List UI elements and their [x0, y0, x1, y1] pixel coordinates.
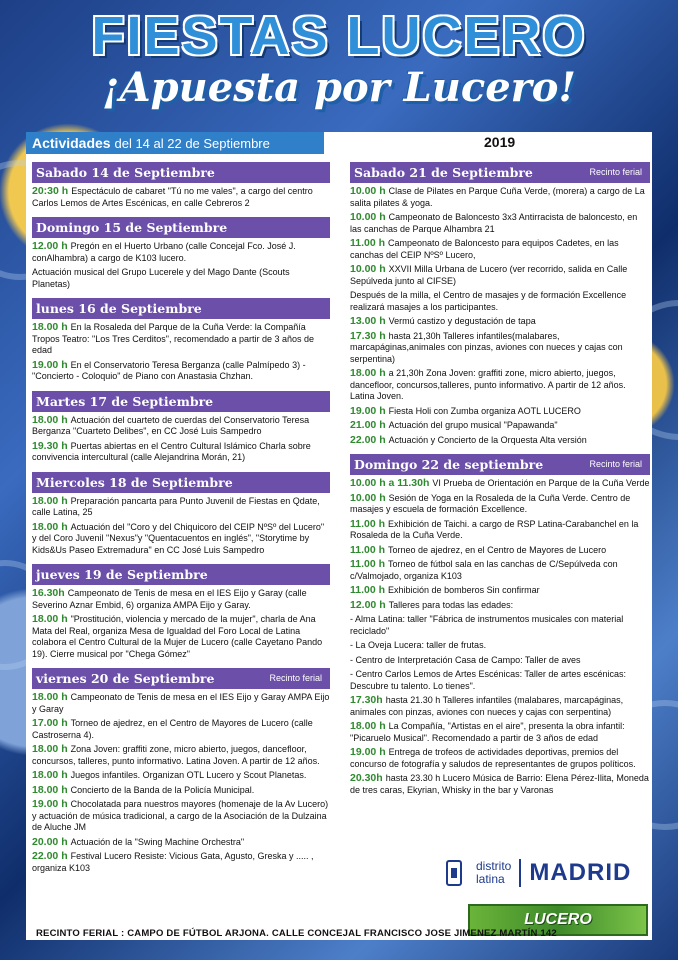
event-text: Chocolatada para nuestros mayores (homenaje de la Av Lucero) y actuación de música tradicional, a cargo de la Asociación de la Dulzaina de Aluche JM: [32, 799, 329, 832]
event-item: [32, 186, 330, 209]
event-text: Clase de Pilates en Parque Cuña Verde, (morera) a cargo de La salita pilates & yoga.: [350, 186, 645, 208]
day-header: [32, 391, 330, 412]
event-item: [350, 747, 650, 770]
event-time: 18.00 h: [350, 367, 386, 379]
venue-tag: Recinto ferial: [269, 673, 322, 683]
day-header: [32, 564, 330, 585]
day-header: [350, 162, 650, 183]
event-time: 21.00 h: [350, 419, 386, 431]
event-time: 11.00 h: [350, 558, 386, 570]
year: 2019: [484, 134, 516, 150]
event-item: [350, 435, 650, 447]
event-text: Entrega de trofeos de actividades deportivas, premios del concurso de fotografía y saludos de representantes de grupos políticos.: [350, 747, 636, 769]
event-item: [350, 420, 650, 432]
day-title: Sabado 14 de Septiembre: [36, 165, 215, 180]
event-time: 10.00 h: [350, 211, 386, 223]
event-item: [32, 267, 330, 290]
event-time: 18.00 h: [350, 720, 386, 732]
section-gap: [32, 877, 330, 882]
event-text: Campeonato de Baloncesto 3x3 Antirracista de baloncesto, en las canchas de Parque Alhambra 21: [350, 212, 638, 234]
event-item: [350, 478, 650, 490]
event-item: [32, 744, 330, 767]
event-text: VI Prueba de Orientación en Parque de la Cuña Verde: [432, 478, 650, 488]
day-title: lunes 16 de Septiembre: [36, 301, 202, 316]
event-text: Campeonato de Baloncesto para equipos Cadetes, en las canchas del CEIP NºSº Lucero,: [350, 238, 619, 260]
event-text: Actuación de la "Swing Machine Orchestra": [70, 836, 245, 847]
left-column: [32, 162, 330, 882]
event-time: 18.00 h: [32, 413, 68, 426]
event-time: 19.00 h: [32, 798, 68, 810]
event-time: 12.00 h: [350, 598, 386, 611]
event-text: Torneo de ajedrez, en el Centro de Mayores de Lucero: [388, 544, 607, 555]
event-item: [350, 368, 650, 403]
event-text: Torneo de fútbol sala en las canchas de C/Sepúlveda con c/Valmojado, organiza K103: [350, 559, 618, 581]
section-gap: [350, 799, 650, 804]
event-item: [350, 600, 650, 612]
day-header: [32, 162, 330, 183]
event-time: 18.00 h: [32, 691, 68, 703]
event-time: 20:30 h: [32, 185, 69, 197]
event-item: [32, 360, 330, 383]
event-time: 11.00 h: [350, 237, 386, 249]
event-item: [350, 669, 650, 692]
event-text: Espectáculo de cabaret "Tú no me vales", a cargo del centro Carlos Lemos de Artes Escénicas, en calle Cebreros 2: [32, 186, 313, 208]
event-item: [350, 519, 650, 542]
event-item: [350, 614, 650, 637]
event-text: - Alma Latina: taller "Fábrica de instrumentos musicales con material reciclado": [350, 614, 624, 636]
event-item: [350, 238, 650, 261]
distrito-text: distrito: [476, 859, 512, 873]
event-item: [32, 496, 330, 519]
event-time: 19.30 h: [32, 439, 68, 452]
logo-divider: [519, 859, 521, 887]
event-item: [350, 559, 650, 582]
madrid-crest-icon: [446, 860, 462, 886]
event-time: 18.00 h: [32, 769, 68, 781]
event-text: Después de la milla, el Centro de masajes y de formación Excellence realizará masajes a los participantes.: [350, 290, 627, 312]
event-item: [32, 770, 330, 782]
day-title: Domingo 15 de Septiembre: [36, 220, 228, 235]
poster-subtitle: ¡Apuesta por Lucero!: [102, 64, 576, 111]
event-time: 13.00 h: [350, 315, 386, 327]
event-time: 10.00 h: [350, 263, 386, 275]
day-title: Martes 17 de Septiembre: [36, 393, 214, 409]
event-text: Preparación pancarta para Punto Juvenil de Fiestas en Qdate, calle Latina, 25: [32, 495, 320, 517]
event-text: Torneo de ajedrez, en el Centro de Mayores de Lucero (calle Castroserna 4).: [32, 718, 313, 740]
event-time: 17.30 h: [350, 329, 386, 342]
event-text: XXVII Milla Urbana de Lucero (ver recorrido, salida en Calle Sepúlveda junto al CIFSE): [350, 264, 628, 286]
right-column: [350, 162, 650, 804]
activities-header: [26, 132, 324, 154]
day-title: Domingo 22 de septiembre: [354, 457, 544, 472]
event-item: [350, 264, 650, 287]
event-item: [350, 585, 650, 597]
event-time: 19.00 h: [350, 746, 386, 758]
event-time: 22.00 h: [32, 850, 68, 862]
event-text: a 21,30h Zona Joven: graffiti zone, micro abierto, juegos, dancefloor, concursos,talleres, punto informativo. A partir de 12 años. Latina Joven.: [350, 368, 626, 401]
footer-note: RECINTO FERIAL : CAMPO DE FÚTBOL ARJONA. CALLE CONCEJAL FRANCISCO JOSE JIMENEZ MARTÍN 142: [36, 928, 557, 939]
event-text: La Compañía, "Artistas en el aire", presenta la obra infantil: "Picaruelo Musical". Recomendado a partir de 3 años de edad: [350, 721, 625, 743]
event-time: 16.30h: [32, 587, 65, 599]
event-item: [32, 614, 330, 660]
event-item: [350, 212, 650, 235]
event-time: 18.00 h: [32, 613, 68, 625]
event-text: "Prostitución, violencia y mercado de la mujer", charla de Ana Mata del Real, organiza Mesa de Igualdad del Foro Local de Latina colabora el Centro Cultural de la Mujer de Lucero (calle Cayetano Pando 19). Cierre musical por "Chega Gómez": [32, 614, 323, 659]
event-text: hasta 21.30 h Talleres infantiles (malabares, marcapáginas, animales con pinzas, aviones con nueces y cajas con serpentina): [350, 695, 624, 717]
event-time: 10.00 h: [350, 185, 386, 197]
event-text: Campeonato de Tenis de mesa en el IES Eijo y Garay AMPA Eijo y Garay: [32, 692, 330, 714]
event-text: Zona Joven: graffiti zone, micro abierto, juegos, dancefloor, concursos, talleres, punto informativo. Latina Joven. A partir de 12 años.: [32, 744, 320, 766]
event-time: 17.30h: [350, 694, 383, 706]
event-time: 20.00 h: [32, 835, 68, 848]
event-item: [32, 322, 330, 357]
event-item: [350, 331, 650, 366]
event-item: [32, 692, 330, 715]
event-item: [32, 241, 330, 264]
activities-range: del 14 al 22 de Septiembre: [114, 136, 270, 151]
event-item: [32, 588, 330, 611]
event-text: Concierto de la Banda de la Policía Municipal.: [70, 784, 255, 795]
day-header: [350, 454, 650, 475]
event-text: Actuación del "Coro y del Chiquicoro del CEIP NºSº del Lucero" y del Coro Juvenil "Nexus"y "Quentacuentos en inglés", "Storytime by Kids&Us Paseo Extremadura" en CC José Luis Sampedro: [32, 521, 325, 555]
event-time: 18.00 h: [32, 494, 68, 507]
event-text: hasta 21,30h Talleres infantiles(malabares, marcapáginas,animales con pinzas, aviones con nueces y cajas con serpentina): [350, 330, 623, 364]
event-time: 18.00 h: [32, 783, 68, 796]
event-item: [32, 415, 330, 438]
event-item: [350, 316, 650, 328]
event-time: 19.00 h: [32, 358, 68, 371]
event-text: Sesión de Yoga en la Rosaleda de la Cuña Verde. Centro de masajes y escuela de formación Excellence.: [350, 492, 631, 514]
lucero-logo: LUCERO: [468, 904, 648, 936]
district-label: [476, 860, 511, 886]
event-text: Campeonato de Tenis de mesa en el IES Eijo y Garay (calle Severino Aznar Embid, 6) organiza AMPA Eijo y Garay.: [32, 588, 307, 610]
event-text: Exhibición de Taichi. a cargo de RSP Latina-Carabanchel en la Rosaleda de la Cuña Verde.: [350, 518, 639, 540]
day-title: jueves 19 de Septiembre: [36, 567, 208, 582]
venue-tag: Recinto ferial: [589, 167, 642, 177]
event-item: [350, 655, 650, 667]
day-header: [32, 217, 330, 238]
event-time: 17.00 h: [32, 717, 68, 729]
event-text: Actuación del cuarteto de cuerdas del Conservatorio Teresa Berganza "Cuarteto Delibes", en CC José Luis Sampedro: [32, 414, 310, 436]
event-item: [350, 493, 650, 516]
event-time: 19.00 h: [350, 404, 386, 417]
venue-tag: Recinto ferial: [589, 459, 642, 469]
event-item: [32, 837, 330, 849]
event-text: Actuación y Concierto de la Orquesta Alta versión: [388, 434, 587, 445]
event-item: [350, 290, 650, 313]
event-text: En la Rosaleda del Parque de la Cuña Verde: la Compañía Tropos Teatro: "Los Tres Cerditos", recomendado a partir de 3 años de edad: [32, 322, 315, 355]
event-text: Actuación musical del Grupo Lucerele y del Mago Dante (Scouts Planetas): [32, 267, 290, 289]
event-text: Juegos infantiles. Organizan OTL Lucero y Scout Planetas.: [70, 770, 307, 780]
event-item: [350, 721, 650, 744]
event-text: - La Oveja Lucera: taller de frutas.: [350, 640, 487, 650]
event-time: 11.00 h: [350, 543, 386, 556]
event-item: [32, 718, 330, 741]
event-text: Festival Lucero Resiste: Vicious Gata, Agusto, Greska y ..... , organiza K103: [32, 851, 314, 873]
day-header: [32, 298, 330, 319]
day-title: Miercoles 18 de Septiembre: [36, 474, 233, 490]
event-time: 12.00 h: [32, 240, 68, 252]
event-text: Talleres para todas las edades:: [388, 599, 514, 610]
event-time: 22.00 h: [350, 433, 386, 446]
event-text: Vermú castizo y degustación de tapa: [388, 316, 536, 326]
event-time: 18.00 h: [32, 520, 68, 533]
day-title: viernes 20 de Septiembre: [36, 671, 215, 686]
event-item: [32, 522, 330, 557]
event-item: [350, 640, 650, 652]
event-item: [32, 799, 330, 834]
event-text: En el Conservatorio Teresa Berganza (calle Palmípedo 3) - "Concierto - Coloquio" de Piano con Anastasia Chzhan.: [32, 359, 306, 381]
event-time: 20.30h: [350, 772, 383, 784]
madrid-text: MADRID: [529, 859, 632, 886]
event-time: 11.00 h: [350, 517, 386, 530]
event-text: Pregón en el Huerto Urbano (calle Concejal Fco. José J. conAlhambra) a cargo de K103 lucero.: [32, 241, 296, 263]
event-item: [32, 785, 330, 797]
madrid-logo: [446, 856, 656, 890]
event-text: Fiesta Holi con Zumba organiza AOTL LUCERO: [388, 405, 581, 416]
event-item: [350, 695, 650, 718]
event-time: 18.00 h: [32, 743, 68, 755]
day-title: Sabado 21 de Septiembre: [354, 165, 533, 180]
event-text: - Centro Carlos Lemos de Artes Escénicas: Taller de artes escénicas: Descubre tu talento. Lo tienes".: [350, 669, 626, 691]
event-text: Puertas abiertas en el Centro Cultural Islámico Charla sobre convivencia intercultural (calle Alejandrina Morán, 21): [32, 440, 311, 462]
event-time: 10.00 h a 11.30h: [350, 477, 430, 489]
poster-title: FIESTAS LUCERO: [91, 6, 587, 66]
event-text: - Centro de Interpretación Casa de Campo: Taller de aves: [350, 654, 581, 665]
event-item: [350, 406, 650, 418]
event-item: [32, 851, 330, 874]
event-text: Exhibición de bomberos Sin confirmar: [388, 585, 540, 595]
event-item: [350, 545, 650, 557]
event-text: hasta 23.30 h Lucero Música de Barrio: Elena Pérez-Ilita, Moneda de tres caras, Ekyrian, Whisky in the bar y Varonas: [350, 773, 649, 795]
event-time: 10.00 h: [350, 491, 386, 504]
latina-text: latina: [476, 872, 505, 886]
event-item: [350, 186, 650, 209]
day-header: [32, 668, 330, 689]
day-header: [32, 472, 330, 493]
activities-label: Actividades: [32, 135, 111, 151]
event-item: [350, 773, 650, 796]
event-item: [32, 441, 330, 464]
event-time: 18.00 h: [32, 321, 68, 333]
event-time: 11.00 h: [350, 584, 386, 596]
event-text: Actuación del grupo musical "Papawanda": [388, 420, 558, 430]
